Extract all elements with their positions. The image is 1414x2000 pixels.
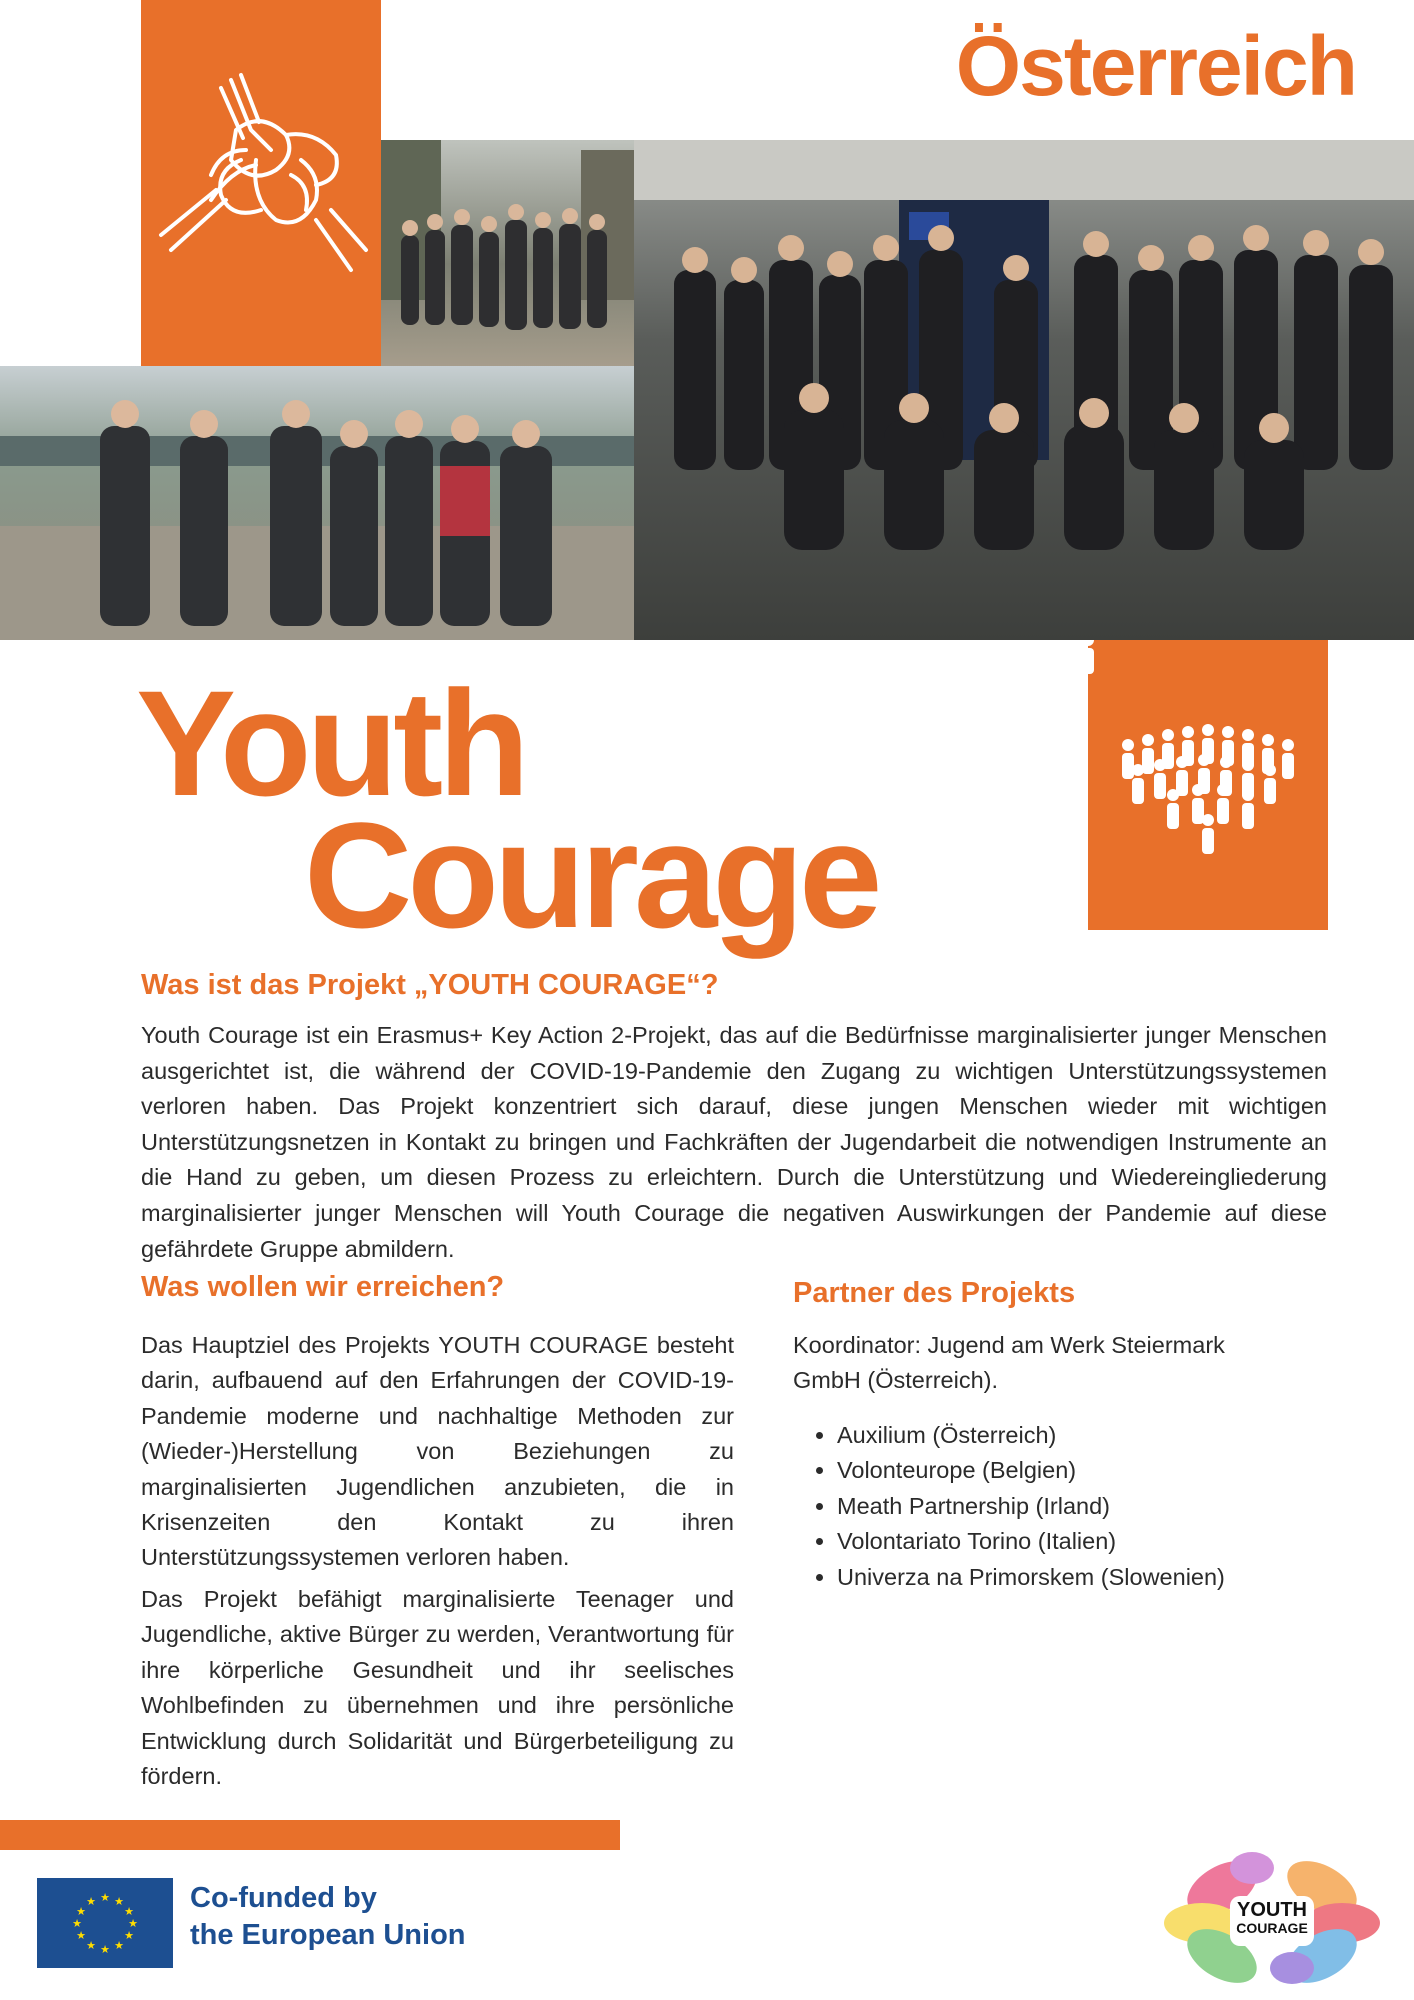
country-title: Österreich <box>955 19 1356 113</box>
logo-line-2: COURAGE <box>1236 1920 1308 1936</box>
eu-flag-icon <box>37 1878 173 1968</box>
photo-conference-group <box>634 140 1414 640</box>
eu-line-1: Co-funded by <box>190 1882 377 1914</box>
list-item: • Volonteurope (Belgien) <box>837 1453 1337 1488</box>
partners-heading: Partner des Projekts <box>793 1277 1076 1309</box>
youth-courage-logo <box>1152 1848 1392 1988</box>
eu-cofunded-text <box>190 1880 466 1954</box>
svg-text:★: ★ <box>124 1929 134 1942</box>
partners-coordinator: Koordinator: Jugend am Werk Steiermark GmbH (Österreich). <box>793 1332 1225 1394</box>
crowd-people-icon <box>1088 640 1328 930</box>
logo-line-1: YOUTH <box>1237 1899 1307 1921</box>
svg-text:★: ★ <box>86 1939 96 1952</box>
goals-paragraph-2: Das Projekt befähigt marginalisierte Teenager und Jugendliche, aktive Bürger zu werden, Verantwortung für ihre körperliche Gesundheit und ihr seelisches Wohlbefinden zu übernehmen und ihre persönliche Entwicklung durch Solidarität und Bürgerbeteiligung zu fördern. <box>141 1586 734 1790</box>
list-item: • Auxilium (Österreich) <box>837 1418 1337 1453</box>
svg-text:★: ★ <box>86 1895 96 1908</box>
title-courage: Courage <box>304 791 878 959</box>
svg-text:★: ★ <box>100 1891 110 1904</box>
svg-text:★: ★ <box>128 1917 138 1930</box>
svg-text:★: ★ <box>124 1905 134 1918</box>
intro-heading: Was ist das Projekt „YOUTH COURAGE“? <box>141 969 719 1001</box>
svg-text:★: ★ <box>76 1929 86 1942</box>
svg-text:★: ★ <box>76 1905 86 1918</box>
goals-heading: Was wollen wir erreichen? <box>141 1271 505 1303</box>
svg-text:★: ★ <box>114 1939 124 1952</box>
list-item: • Univerza na Primorskem (Slowenien) <box>837 1560 1337 1595</box>
logo-text <box>1230 1900 1314 1936</box>
intro-paragraph: Youth Courage ist ein Erasmus+ Key Action 2-Projekt, das auf die Bedürfnisse marginalisierter junger Menschen ausgerichtet ist, die während der COVID-19-Pandemie den Zugang zu wichtigen Unterstützungssystemen verloren haben. Das Projekt konzentriert sich darauf, diese jungen Menschen wieder mit wichtigen Unterstützungsnetzen in Kontakt zu bringen und Fachkräften der Jugendarbeit die notwendigen Instrumente an die Hand zu geben, um diesen Prozess zu erleichtern. Durch die Unterstützung und Wiedereingliederung marginalisierter junger Menschen will Youth Courage die negativen Auswirkungen der Pandemie auf diese gefährdete Gruppe abmildern. <box>141 1022 1327 1262</box>
eu-line-2: the European Union <box>190 1919 466 1951</box>
photo-riverside-group <box>0 366 634 640</box>
crowd-icon-panel <box>1088 640 1328 930</box>
list-item: • Meath Partnership (Irland) <box>837 1489 1337 1524</box>
footer-divider-bar <box>0 1820 620 1850</box>
svg-text:★: ★ <box>114 1895 124 1908</box>
title-youth: Youth <box>136 659 525 827</box>
hands-unity-icon <box>141 0 381 366</box>
photo-street-group <box>381 140 634 366</box>
list-item: • Volontariato Torino (Italien) <box>837 1524 1337 1559</box>
svg-text:★: ★ <box>72 1917 82 1930</box>
partners-list <box>793 1418 1337 1595</box>
goals-paragraph-1: Das Hauptziel des Projekts YOUTH COURAGE besteht darin, aufbauend auf den Erfahrungen der COVID-19-Pandemie moderne und nachhaltige Methoden zur (Wieder-)Herstellung von Beziehungen zu marginalisierten Jugendlichen anzubieten, die in Krisenzeiten den Kontakt zu ihren Unterstützungssystemen verloren haben. <box>141 1332 734 1571</box>
hands-icon-panel <box>141 0 381 366</box>
svg-text:★: ★ <box>100 1943 110 1956</box>
